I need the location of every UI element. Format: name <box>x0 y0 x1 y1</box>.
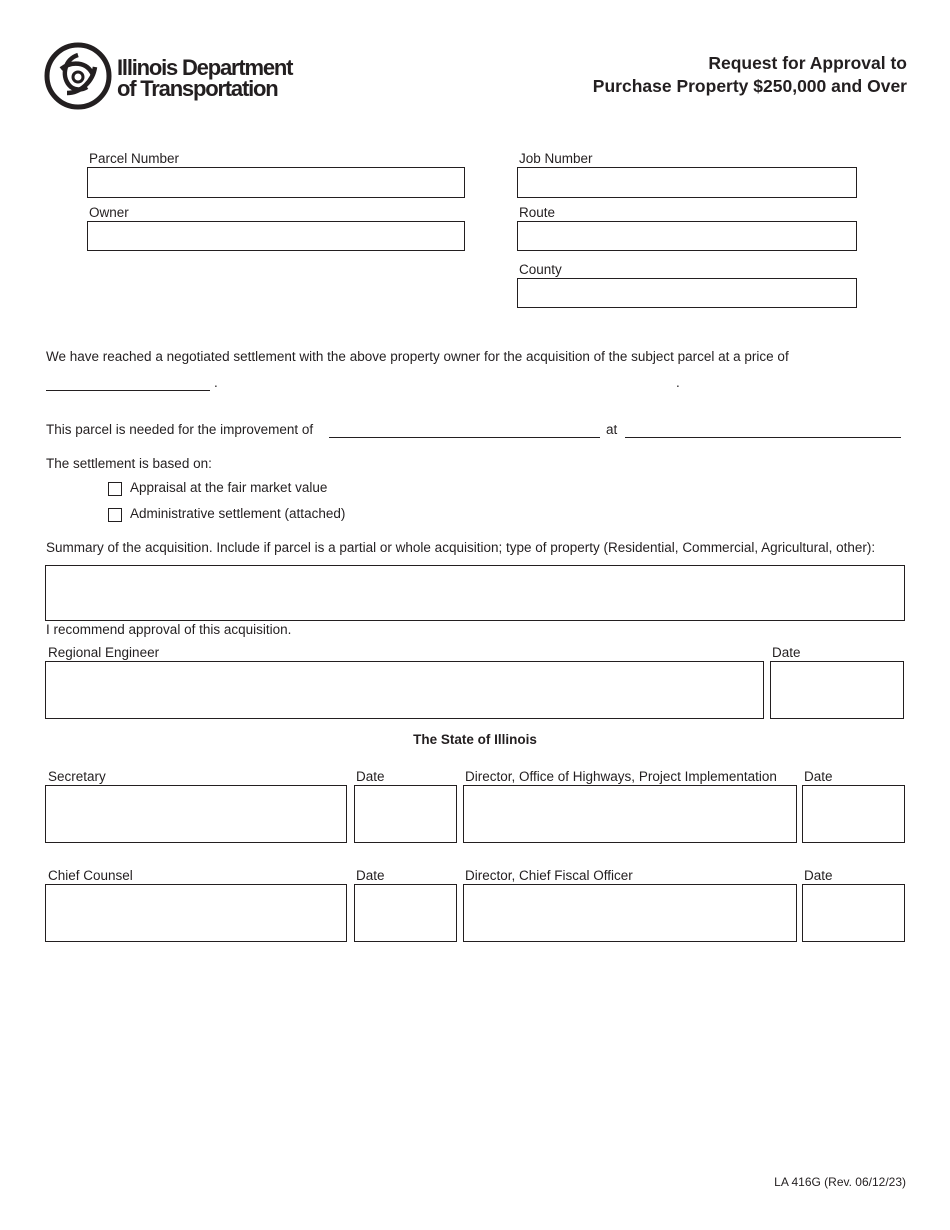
form-title <box>593 52 907 98</box>
regional-engineer-date-field[interactable] <box>770 661 904 719</box>
based-on-text: The settlement is based on: <box>46 456 212 471</box>
director-fiscal-signature[interactable] <box>463 884 797 942</box>
agency-line-1: Illinois Department <box>117 55 293 80</box>
director-highways-label: Director, Office of Highways, Project Implementation <box>465 769 777 784</box>
form-id: LA 416G (Rev. 06/12/23) <box>774 1175 906 1189</box>
regional-engineer-signature[interactable] <box>45 661 764 719</box>
county-label: County <box>519 262 562 277</box>
county-field[interactable] <box>517 278 857 308</box>
administrative-checkbox[interactable] <box>108 508 122 522</box>
secretary-date-label: Date <box>356 769 385 784</box>
regional-engineer-date-label: Date <box>772 645 801 660</box>
summary-label: Summary of the acquisition. Include if parcel is a partial or whole acquisition; type of property (Residential, Commercial, Agricultural, other): <box>46 540 876 555</box>
regional-engineer-label: Regional Engineer <box>48 645 160 660</box>
director-fiscal-date-label: Date <box>804 868 833 883</box>
recommend-text: I recommend approval of this acquisition. <box>46 622 292 637</box>
at-text: at <box>606 422 618 437</box>
appraisal-checkbox[interactable] <box>108 482 122 496</box>
chief-counsel-date-field[interactable] <box>354 884 457 942</box>
chief-counsel-label: Chief Counsel <box>48 868 133 883</box>
price-field[interactable] <box>46 390 210 391</box>
administrative-label: Administrative settlement (attached) <box>130 506 346 521</box>
idot-logo-icon <box>43 41 113 111</box>
director-highways-signature[interactable] <box>463 785 797 843</box>
idot-logo <box>43 41 113 111</box>
secretary-label: Secretary <box>48 769 106 784</box>
location-field[interactable] <box>625 437 901 438</box>
job-number-label: Job Number <box>519 151 593 166</box>
form-title-line-2: Purchase Property $250,000 and Over <box>592 76 907 96</box>
agency-name <box>117 57 292 99</box>
director-fiscal-label: Director, Chief Fiscal Officer <box>465 868 633 883</box>
secretary-signature[interactable] <box>45 785 347 843</box>
job-number-field[interactable] <box>517 167 857 198</box>
owner-field[interactable] <box>87 221 465 251</box>
director-fiscal-date-field[interactable] <box>802 884 905 942</box>
director-highways-date-field[interactable] <box>802 785 905 843</box>
state-heading: The State of Illinois <box>413 732 537 747</box>
form-title-line-1: Request for Approval to <box>708 53 907 73</box>
route-field[interactable] <box>517 221 857 251</box>
parcel-number-field[interactable] <box>87 167 465 198</box>
parcel-number-label: Parcel Number <box>89 151 180 166</box>
improvement-text: This parcel is needed for the improvement of <box>46 422 314 437</box>
owner-label: Owner <box>89 205 129 220</box>
end-period: . <box>676 375 680 390</box>
route-label: Route <box>519 205 556 220</box>
director-highways-date-label: Date <box>804 769 833 784</box>
secretary-date-field[interactable] <box>354 785 457 843</box>
settlement-text: We have reached a negotiated settlement with the above property owner for the acquisition of the subject parcel at a price of <box>46 349 789 364</box>
chief-counsel-date-label: Date <box>356 868 385 883</box>
improvement-field[interactable] <box>329 437 600 438</box>
price-period: . <box>214 375 218 390</box>
appraisal-label: Appraisal at the fair market value <box>130 480 328 495</box>
agency-line-2: of Transportation <box>117 76 278 101</box>
chief-counsel-signature[interactable] <box>45 884 347 942</box>
summary-field[interactable] <box>45 565 905 621</box>
